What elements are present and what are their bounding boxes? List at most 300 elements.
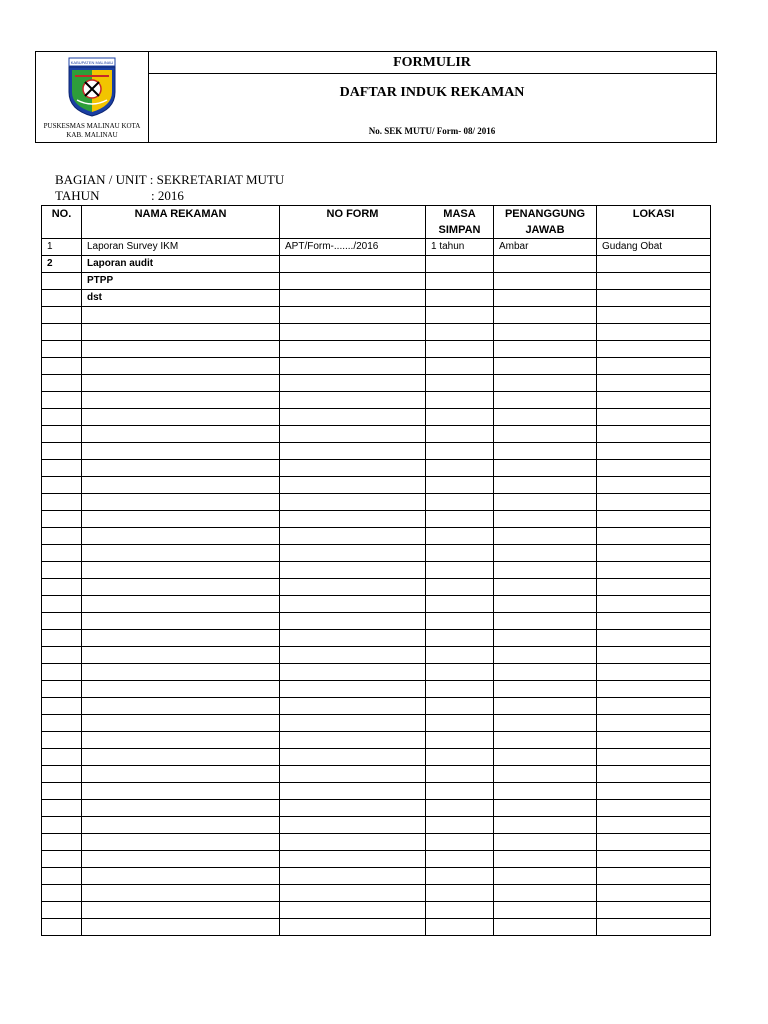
table-cell: [82, 783, 280, 800]
table-cell: [280, 579, 426, 596]
table-cell: [494, 834, 597, 851]
table-cell: [82, 868, 280, 885]
table-cell: [597, 409, 711, 426]
table-row: [42, 307, 711, 324]
table-cell: [82, 749, 280, 766]
table-cell: [426, 562, 494, 579]
table-cell: [597, 851, 711, 868]
table-cell: [280, 426, 426, 443]
table-cell: [280, 664, 426, 681]
table-row: [42, 256, 711, 273]
table-cell: [82, 919, 280, 936]
table-cell: 1 tahun: [426, 239, 494, 256]
table-row: [42, 426, 711, 443]
table-cell: [280, 528, 426, 545]
table-cell: [82, 511, 280, 528]
table-cell: 1: [42, 239, 82, 256]
table-cell: [82, 902, 280, 919]
table-cell: [597, 494, 711, 511]
document-title: DAFTAR INDUK REKAMAN: [339, 85, 525, 100]
table-cell: [597, 596, 711, 613]
table-cell: [280, 341, 426, 358]
record-table: [41, 205, 711, 936]
table-cell: [426, 647, 494, 664]
table-cell: [280, 596, 426, 613]
table-cell: [280, 800, 426, 817]
column-header-owner: PENANGGUNG JAWAB: [494, 206, 597, 239]
table-cell: [82, 426, 280, 443]
table-row: [42, 273, 711, 290]
table-cell: [42, 800, 82, 817]
table-row: [42, 562, 711, 579]
table-cell: [426, 732, 494, 749]
table-cell: [597, 562, 711, 579]
table-cell: [494, 528, 597, 545]
table-cell: [82, 732, 280, 749]
table-cell: [597, 800, 711, 817]
table-cell: [597, 273, 711, 290]
table-cell: [280, 749, 426, 766]
table-row: [42, 392, 711, 409]
table-cell: [494, 613, 597, 630]
table-cell: [494, 443, 597, 460]
table-cell: [597, 324, 711, 341]
table-cell: [426, 783, 494, 800]
table-cell: [82, 579, 280, 596]
table-cell: [42, 341, 82, 358]
table-cell: [426, 528, 494, 545]
table-cell: [597, 817, 711, 834]
table-cell: [280, 766, 426, 783]
table-cell: [42, 902, 82, 919]
table-cell: [82, 562, 280, 579]
table-cell: [426, 443, 494, 460]
table-cell: [426, 919, 494, 936]
table-cell: [280, 392, 426, 409]
table-row: [42, 664, 711, 681]
table-cell: [494, 358, 597, 375]
table-row: [42, 375, 711, 392]
table-cell: [280, 698, 426, 715]
unit-label: BAGIAN / UNIT : SEKRETARIAT MUTU: [55, 172, 285, 187]
table-cell: [82, 324, 280, 341]
table-cell: [597, 919, 711, 936]
table-cell: APT/Form-......./2016: [280, 239, 426, 256]
table-cell: [82, 528, 280, 545]
table-cell: [82, 545, 280, 562]
table-cell: [494, 749, 597, 766]
table-cell: [494, 426, 597, 443]
table-cell: [82, 885, 280, 902]
table-cell: [597, 885, 711, 902]
table-cell: [426, 358, 494, 375]
year-value: : 2016: [151, 188, 184, 203]
form-label: FORMULIR: [148, 52, 716, 74]
table-cell: [42, 375, 82, 392]
table-cell: [42, 528, 82, 545]
table-cell: [494, 647, 597, 664]
table-cell: [426, 545, 494, 562]
table-cell: [597, 834, 711, 851]
table-cell: [82, 460, 280, 477]
table-cell: [82, 392, 280, 409]
table-cell: [42, 766, 82, 783]
table-cell: 2: [42, 256, 82, 273]
table-cell: [280, 375, 426, 392]
table-cell: [494, 341, 597, 358]
table-cell: [494, 392, 597, 409]
table-cell: [426, 324, 494, 341]
table-cell: [426, 800, 494, 817]
table-row: [42, 902, 711, 919]
table-cell: [82, 307, 280, 324]
table-cell: [426, 596, 494, 613]
table-cell: [597, 528, 711, 545]
table-cell: Ambar: [494, 239, 597, 256]
column-header-retention: MASA SIMPAN: [426, 206, 494, 239]
table-cell: [426, 426, 494, 443]
table-cell: [42, 868, 82, 885]
column-header-location: LOKASI: [597, 206, 711, 239]
form-header: [35, 51, 717, 143]
table-cell: [280, 817, 426, 834]
table-cell: Gudang Obat: [597, 239, 711, 256]
table-cell: [42, 698, 82, 715]
table-cell: [280, 494, 426, 511]
table-cell: [597, 460, 711, 477]
table-cell: [426, 409, 494, 426]
table-cell: [597, 749, 711, 766]
table-cell: [426, 477, 494, 494]
table-cell: [426, 290, 494, 307]
table-cell: [494, 545, 597, 562]
table-row: [42, 834, 711, 851]
table-cell: [82, 698, 280, 715]
table-row: [42, 698, 711, 715]
table-row: [42, 783, 711, 800]
table-row: [42, 749, 711, 766]
table-cell: [426, 664, 494, 681]
table-cell: [280, 460, 426, 477]
table-cell: [42, 477, 82, 494]
table-cell: [82, 443, 280, 460]
table-cell: [42, 647, 82, 664]
table-cell: [494, 919, 597, 936]
table-cell: [494, 460, 597, 477]
table-cell: [42, 290, 82, 307]
table-cell: [280, 511, 426, 528]
table-row: [42, 596, 711, 613]
table-cell: [426, 494, 494, 511]
table-cell: [597, 307, 711, 324]
table-cell: [42, 715, 82, 732]
table-cell: [494, 681, 597, 698]
svg-text:KABUPATEN MALINAU: KABUPATEN MALINAU: [70, 60, 114, 65]
table-cell: [426, 630, 494, 647]
table-cell: [597, 868, 711, 885]
table-cell: [494, 868, 597, 885]
table-cell: [280, 256, 426, 273]
table-cell: [426, 681, 494, 698]
table-cell: [597, 358, 711, 375]
table-cell: [597, 766, 711, 783]
table-cell: [426, 460, 494, 477]
table-cell: [42, 817, 82, 834]
table-cell: [494, 256, 597, 273]
table-cell: [82, 800, 280, 817]
table-row: [42, 358, 711, 375]
table-cell: [426, 273, 494, 290]
table-cell: [494, 596, 597, 613]
table-row: [42, 732, 711, 749]
table-cell: [280, 409, 426, 426]
table-row: [42, 579, 711, 596]
column-header-name: NAMA REKAMAN: [82, 206, 280, 239]
table-cell: [426, 715, 494, 732]
table-row: [42, 409, 711, 426]
table-cell: [42, 511, 82, 528]
table-cell: [42, 783, 82, 800]
table-cell: PTPP: [82, 273, 280, 290]
table-cell: [82, 341, 280, 358]
table-cell: [597, 443, 711, 460]
table-cell: [494, 290, 597, 307]
table-cell: [82, 715, 280, 732]
table-cell: [426, 256, 494, 273]
table-cell: [42, 749, 82, 766]
table-cell: [280, 919, 426, 936]
table-cell: [280, 681, 426, 698]
table-row: [42, 494, 711, 511]
column-header-no: NO.: [42, 206, 82, 239]
table-cell: [42, 358, 82, 375]
table-cell: [494, 766, 597, 783]
table-cell: [494, 885, 597, 902]
table-cell: [426, 307, 494, 324]
table-row: [42, 919, 711, 936]
table-cell: [42, 834, 82, 851]
table-cell: [426, 341, 494, 358]
table-row: [42, 239, 711, 256]
table-cell: [494, 800, 597, 817]
table-cell: [597, 664, 711, 681]
table-cell: [597, 477, 711, 494]
table-row: [42, 477, 711, 494]
table-cell: [82, 375, 280, 392]
table-row: [42, 613, 711, 630]
table-cell: [82, 409, 280, 426]
table-cell: [280, 902, 426, 919]
table-cell: [597, 630, 711, 647]
table-cell: [280, 647, 426, 664]
table-cell: [82, 681, 280, 698]
table-cell: [426, 817, 494, 834]
table-cell: [280, 273, 426, 290]
table-cell: [280, 545, 426, 562]
column-header-form: NO FORM: [280, 206, 426, 239]
table-cell: [597, 290, 711, 307]
table-cell: [426, 749, 494, 766]
year-row: [55, 188, 184, 204]
table-cell: [42, 681, 82, 698]
table-cell: [597, 375, 711, 392]
table-row: [42, 545, 711, 562]
table-cell: [280, 290, 426, 307]
table-cell: [597, 732, 711, 749]
table-cell: [597, 783, 711, 800]
table-header-row: [42, 206, 711, 239]
table-cell: [42, 562, 82, 579]
table-cell: [597, 511, 711, 528]
table-row: [42, 324, 711, 341]
table-cell: [494, 664, 597, 681]
table-row: [42, 341, 711, 358]
table-cell: Laporan Survey IKM: [82, 239, 280, 256]
form-number: No. SEK MUTU/ Form- 08/ 2016: [368, 126, 496, 136]
table-cell: [426, 392, 494, 409]
table-cell: [426, 902, 494, 919]
table-cell: [597, 545, 711, 562]
year-label: TAHUN: [55, 188, 100, 203]
table-row: [42, 885, 711, 902]
table-cell: [597, 613, 711, 630]
table-row: [42, 647, 711, 664]
table-row: [42, 800, 711, 817]
table-cell: [597, 341, 711, 358]
table-cell: [280, 885, 426, 902]
table-cell: [280, 477, 426, 494]
table-row: [42, 715, 711, 732]
table-row: [42, 851, 711, 868]
table-cell: [280, 851, 426, 868]
table-cell: [597, 902, 711, 919]
table-cell: [42, 307, 82, 324]
table-cell: [426, 868, 494, 885]
table-cell: [42, 392, 82, 409]
table-cell: [494, 511, 597, 528]
table-cell: [426, 698, 494, 715]
table-cell: [42, 885, 82, 902]
table-cell: [494, 630, 597, 647]
table-cell: [494, 562, 597, 579]
table-cell: [82, 630, 280, 647]
table-cell: [82, 834, 280, 851]
table-row: [42, 460, 711, 477]
table-cell: [426, 851, 494, 868]
table-row: [42, 511, 711, 528]
table-cell: [42, 273, 82, 290]
table-cell: [494, 783, 597, 800]
table-cell: [42, 426, 82, 443]
table-cell: [42, 630, 82, 647]
district-emblem-icon: [63, 56, 121, 118]
table-row: [42, 766, 711, 783]
table-cell: [42, 443, 82, 460]
table-cell: [42, 664, 82, 681]
table-row: [42, 681, 711, 698]
table-cell: [42, 460, 82, 477]
table-cell: [494, 324, 597, 341]
table-cell: [82, 494, 280, 511]
table-cell: [82, 477, 280, 494]
table-cell: [280, 732, 426, 749]
table-cell: [597, 579, 711, 596]
table-cell: [42, 596, 82, 613]
table-cell: [82, 613, 280, 630]
table-cell: [82, 851, 280, 868]
table-cell: [280, 715, 426, 732]
table-cell: [426, 766, 494, 783]
table-cell: [42, 919, 82, 936]
table-cell: [494, 732, 597, 749]
table-row: [42, 443, 711, 460]
table-cell: [82, 817, 280, 834]
table-cell: [426, 579, 494, 596]
table-cell: [42, 409, 82, 426]
table-cell: [280, 324, 426, 341]
table-cell: [494, 715, 597, 732]
table-cell: [42, 494, 82, 511]
table-cell: [494, 273, 597, 290]
table-cell: [42, 851, 82, 868]
title-cell: [148, 52, 716, 142]
table-row: [42, 817, 711, 834]
table-cell: [494, 307, 597, 324]
table-cell: [42, 324, 82, 341]
table-cell: [494, 494, 597, 511]
table-cell: [597, 426, 711, 443]
table-cell: [280, 613, 426, 630]
table-cell: [42, 545, 82, 562]
table-row: [42, 528, 711, 545]
table-cell: [597, 256, 711, 273]
institution-region: KAB. MALINAU: [66, 131, 118, 139]
table-cell: [280, 783, 426, 800]
table-cell: [494, 579, 597, 596]
table-cell: [280, 562, 426, 579]
table-cell: [42, 732, 82, 749]
table-cell: [597, 392, 711, 409]
table-cell: [494, 817, 597, 834]
table-body: [42, 239, 711, 936]
table-cell: [82, 596, 280, 613]
table-cell: [82, 766, 280, 783]
table-cell: [42, 613, 82, 630]
table-cell: [426, 613, 494, 630]
table-row: [42, 290, 711, 307]
table-cell: [280, 443, 426, 460]
logo-cell: [36, 52, 149, 142]
table-cell: [494, 902, 597, 919]
table-cell: [494, 851, 597, 868]
table-cell: [280, 630, 426, 647]
table-cell: [597, 698, 711, 715]
table-cell: [597, 647, 711, 664]
table-cell: [82, 664, 280, 681]
table-cell: [494, 698, 597, 715]
table-cell: [494, 375, 597, 392]
table-cell: [82, 358, 280, 375]
table-cell: [597, 715, 711, 732]
table-cell: [42, 579, 82, 596]
table-cell: [280, 358, 426, 375]
table-cell: [82, 647, 280, 664]
table-cell: [494, 409, 597, 426]
table-row: [42, 630, 711, 647]
table-cell: [280, 834, 426, 851]
table-cell: dst: [82, 290, 280, 307]
table-cell: [426, 885, 494, 902]
